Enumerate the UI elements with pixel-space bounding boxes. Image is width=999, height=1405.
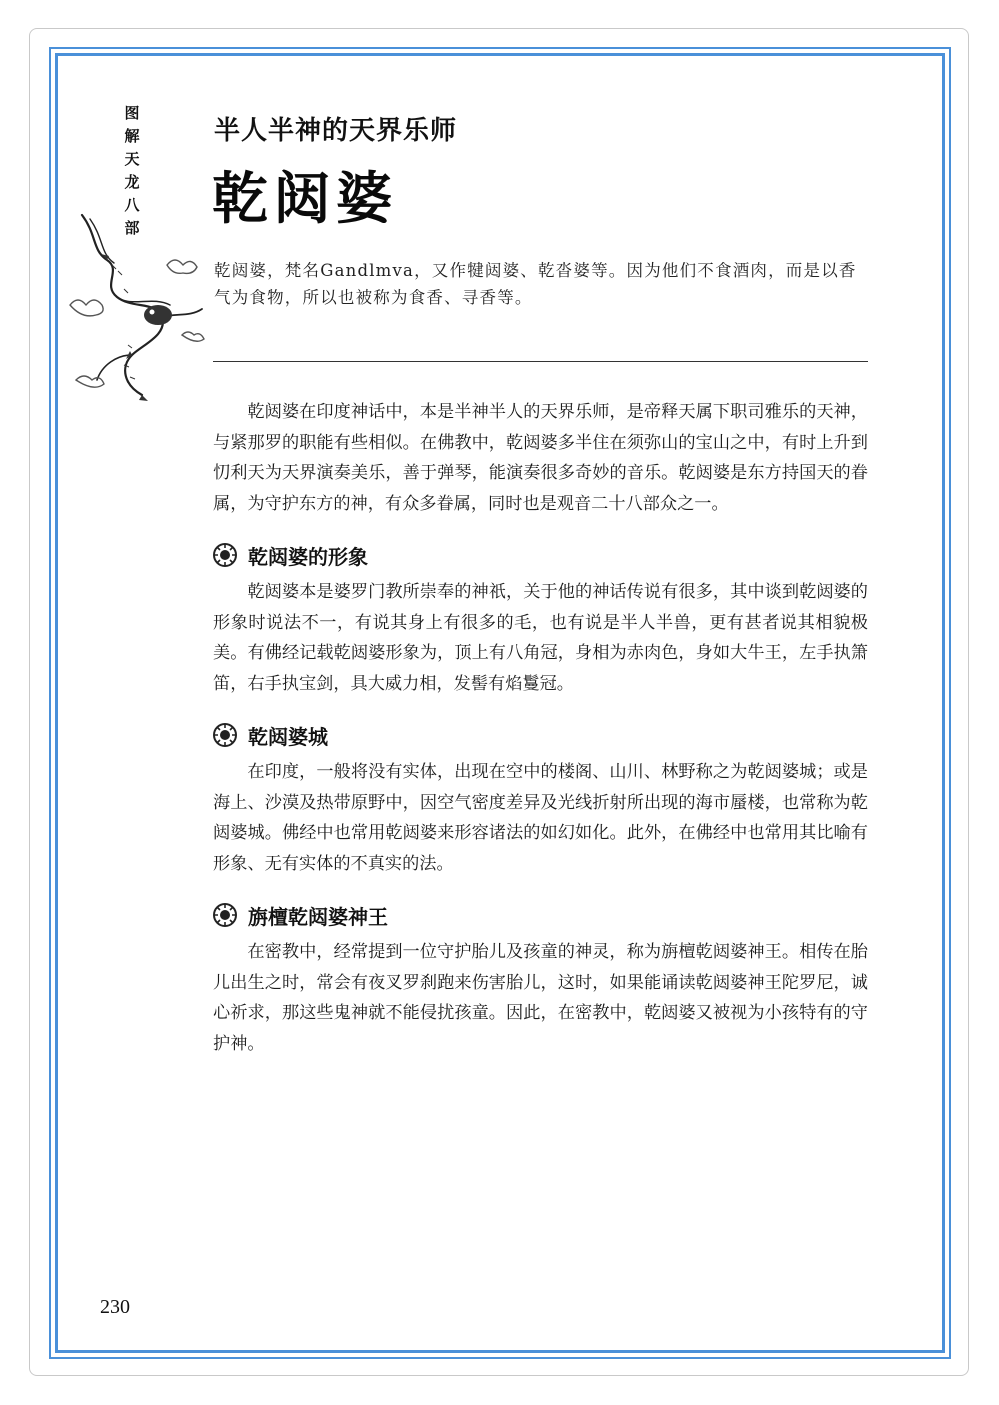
section-paragraph: 在密教中，经常提到一位守护胎儿及孩童的神灵，称为旃檀乾闼婆神王。相传在胎儿出生之时，常会有夜叉罗刹跑来伤害胎儿，这时，如果能诵读乾闼婆神王陀罗尼，诚心祈求，那这些鬼神就不能侵扰孩童。因此，在密教中，乾闼婆又被视为小孩特有的守护神。	[213, 942, 868, 1054]
section-heading-text: 旃檀乾闼婆神王	[248, 904, 388, 929]
divider-rule	[213, 361, 868, 362]
section-heading	[212, 901, 868, 929]
body-paragraph: 乾闼婆在印度神话中，本是半神半人的天界乐师，是帝释天属下职司雅乐的天神，与紧那罗的职能有些相似。在佛教中，乾闼婆多半住在须弥山的宝山之中，有时上升到忉利天为天界演奏美乐，善于弹琴，能演奏很多奇妙的音乐。乾闼婆是东方持国天的眷属，为守护东方的神，有众多眷属，同时也是观音二十八部众之一。	[213, 402, 868, 514]
section-heading-text: 乾闼婆的形象	[248, 544, 368, 569]
section-paragraph: 在印度，一般将没有实体，出现在空中的楼阁、山川、林野称之为乾闼婆城；或是海上、沙漠及热带原野中，因空气密度差异及光线折射所出现的海市蜃楼，也常称为乾闼婆城。佛经中也常用乾闼婆来形容诸法的如幻如化。此外，在佛经中也常用其比喻有形象、无有实体的不真实的法。	[213, 762, 868, 874]
section-heading	[212, 541, 868, 569]
dragon-illustration-icon	[62, 205, 212, 415]
side-label-char: 图	[124, 104, 140, 122]
side-label-char: 龙	[124, 173, 140, 191]
section-subtitle: 半人半神的天界乐师	[214, 116, 458, 146]
page-title: 乾闼婆	[212, 166, 398, 232]
lotus-ornament-icon	[212, 722, 238, 748]
main-content	[213, 397, 868, 1059]
side-label-char: 解	[124, 127, 140, 145]
lotus-ornament-icon	[212, 902, 238, 928]
side-label-char: 天	[124, 150, 140, 168]
section-heading-text: 乾闼婆城	[248, 724, 328, 749]
section-heading	[212, 721, 868, 749]
section-paragraph: 乾闼婆本是婆罗门教所崇奉的神祇，关于他的神话传说有很多，其中谈到乾闼婆的形象时说法不一，有说其身上有很多的毛，也有说是半人半兽，更有甚者说其相貌极美。有佛经记载乾闼婆形象为，顶上有八角冠，身相为赤肉色，身如大牛王，左手执箫笛，右手执宝剑，具大威力相，发髻有焰鬘冠。	[213, 582, 868, 694]
lotus-ornament-icon	[212, 542, 238, 568]
intro-paragraph: 乾闼婆，梵名Gandlmva，又作犍闼婆、乾沓婆等。因为他们不食酒肉，而是以香气为食物，所以也被称为食香、寻香等。	[214, 261, 857, 307]
side-label-char: 部	[124, 219, 140, 237]
page-number: 230	[100, 1296, 130, 1318]
side-label-char: 八	[124, 196, 140, 214]
